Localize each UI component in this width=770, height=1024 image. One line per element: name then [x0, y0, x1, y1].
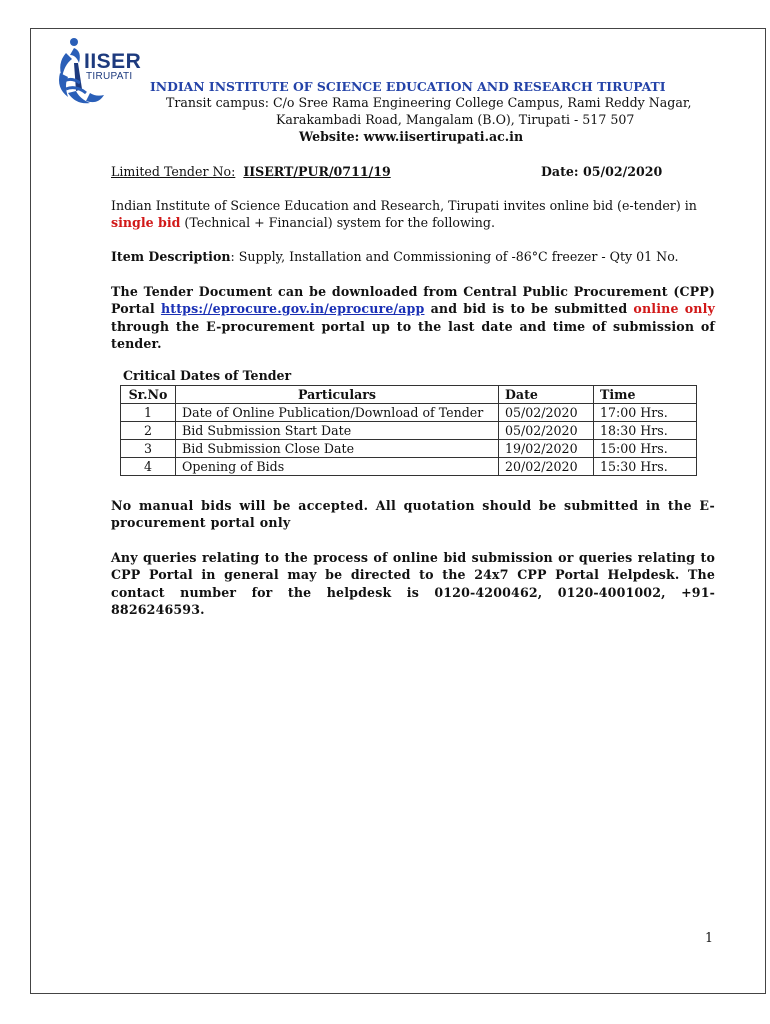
item-text: : Supply, Installation and Commissioning of -86°C freezer - Qty 01 No.: [230, 249, 679, 264]
cell-time: 17:00 Hrs.: [594, 404, 697, 422]
eprocure-link[interactable]: https://eprocure.gov.in/eprocure/app: [160, 301, 425, 317]
address-line-2: Karakambadi Road, Mangalam (B.O), Tirupati - 517 507: [276, 112, 635, 127]
table-header-row: [121, 386, 697, 404]
table-row: [121, 404, 697, 422]
intro-paragraph: [111, 197, 715, 232]
header-srno: Sr.No: [121, 386, 176, 404]
cell-date: 05/02/2020: [499, 422, 594, 440]
header-time: Time: [594, 386, 697, 404]
tender-label: Limited Tender No:: [111, 164, 236, 179]
cell-date: 05/02/2020: [499, 404, 594, 422]
tender-number-line: [111, 164, 391, 179]
manual-bids-note: No manual bids will be accepted. All quotation should be submitted in the E-procurement portal only: [111, 498, 715, 531]
table-row: [121, 422, 697, 440]
item-label: Item Description: [111, 249, 231, 264]
cell-date: 20/02/2020: [499, 458, 594, 476]
cell-time: 15:30 Hrs.: [594, 458, 697, 476]
cell-particulars: Opening of Bids: [176, 458, 499, 476]
intro-text-b: (Technical + Financial) system for the following.: [180, 215, 495, 231]
cell-srno: 2: [121, 422, 176, 440]
table-row: [121, 458, 697, 476]
single-bid-highlight: single bid: [111, 215, 181, 231]
address-line-1: Transit campus: C/o Sree Rama Engineering College Campus, Rami Reddy Nagar,: [166, 95, 692, 110]
website: Website: www.iisertirupati.ac.in: [299, 129, 524, 144]
critical-dates-table: [120, 385, 697, 476]
online-only-highlight: online only: [633, 301, 715, 317]
cell-particulars: Bid Submission Start Date: [176, 422, 499, 440]
download-paragraph: [111, 283, 715, 353]
queries-note: Any queries relating to the process of online bid submission or queries relating to CPP Portal in general may be directed to the 24x7 CPP Portal Helpdesk. The contact number for the helpdesk is 0120-4200462, 0120-4001002, +91-8826246593.: [111, 550, 715, 618]
download-text-a: The Tender Document can be downloaded from Central Public Procurement (CPP) Portal: [111, 284, 715, 317]
cell-srno: 4: [121, 458, 176, 476]
cell-particulars: Bid Submission Close Date: [176, 440, 499, 458]
cell-particulars: Date of Online Publication/Download of Tender: [176, 404, 499, 422]
table-row: [121, 440, 697, 458]
download-text-b: and bid is to be submitted: [424, 301, 634, 317]
logo-subtitle: TIRUPATI: [86, 71, 133, 82]
page-number: 1: [705, 930, 714, 945]
header-date: Date: [499, 386, 594, 404]
cell-time: 18:30 Hrs.: [594, 422, 697, 440]
tender-number: IISERT/PUR/0711/19: [243, 164, 391, 179]
download-text-c: through the E-procurement portal up to the last date and time of submission of tender.: [111, 318, 715, 352]
tender-date: Date: 05/02/2020: [541, 164, 663, 179]
header-particulars: Particulars: [176, 386, 499, 404]
cell-srno: 1: [121, 404, 176, 422]
cell-time: 15:00 Hrs.: [594, 440, 697, 458]
critical-dates-title: Critical Dates of Tender: [123, 368, 292, 383]
cell-srno: 3: [121, 440, 176, 458]
cell-date: 19/02/2020: [499, 440, 594, 458]
logo-wordmark: IISER: [84, 50, 142, 73]
intro-text-a: Indian Institute of Science Education and Research, Tirupati invites online bid (e-tender) in: [111, 198, 697, 213]
institute-name: INDIAN INSTITUTE OF SCIENCE EDUCATION AND RESEARCH TIRUPATI: [150, 79, 666, 94]
item-description: [111, 248, 715, 265]
